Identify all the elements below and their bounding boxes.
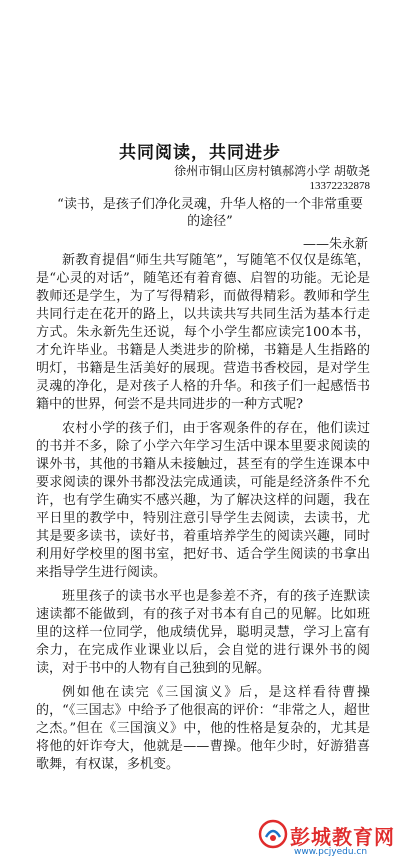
paragraph: 农村小学的孩子们，由于客观条件的存在，他们读过的书并不多，除了小学六年学习生活中课本里要求阅读的课外书，其他的书籍从未接触过，甚至有的学生连课本中要求阅读的课外书都没法完成通读，可能是经济条件不允许，也有学生确实不感兴趣，为了解决这样的问题，我在平日里的教学中，特别注意引导学生去阅读，去读书，尤其是要多读书，读好书，着重培养学生的阅读兴趣，同时利用好学校里的图书室，把好书、适合学生阅读的书拿出来指导学生进行阅读。	[36, 421, 370, 580]
pengcheng-logo-icon	[258, 819, 288, 849]
epigraph-quote: “读书，是孩子们净化灵魂，升华人格的一个非常重要的途径”	[57, 197, 363, 229]
author-byline: 徐州市铜山区房村镇郝湾小学 胡敬尧	[174, 164, 370, 178]
site-watermark[interactable]	[258, 819, 398, 861]
article-body	[36, 252, 370, 780]
article-title: 共同阅读，共同进步	[119, 143, 281, 163]
author-phone: 13372232878	[309, 180, 370, 192]
watermark-url: www.pcjyedu.cn	[294, 847, 368, 857]
paragraph: 班里孩子的读书水平也是参差不齐，有的孩子连默读速读都不能做到，有的孩子对书本有自己的见解。比如班里的这样一位同学，他成绩优异，聪明灵慧，学习上富有余力，在完成作业课业以后，会自觉的进行课外书的阅读，对于书中的人物有自己独到的见解。	[36, 589, 370, 676]
watermark-site-name: 彭城教育网	[290, 825, 395, 849]
epigraph-author: ——朱永新	[302, 237, 368, 252]
paragraph: 例如他在读完《三国演义》后，是这样看待曹操的，“《三国志》中给予了他很高的评价：“非常之人，超世之杰。”但在《三国演义》中，他的性格是复杂的，尤其是将他的奸诈夸大，他就是——曹操。他年少时，好游猎喜歌舞，有权谋，多机变。	[36, 685, 370, 772]
paragraph: 新教育提倡“师生共写随笔”，写随笔不仅仅是练笔，是“心灵的对话”，随笔还有着育德、启智的功能。无论是教师还是学生，为了写得精彩，而做得精彩。教师和学生共同行走在花开的路上，以共读共写共同生活为基本行走方式。朱永新先生还说，每个小学生都应读完100本书，才允许毕业。书籍是人类进步的阶梯，书籍是人生指路的明灯，书籍是生活美好的展现。营造书香校园，是对学生灵魂的净化，是对孩子人格的升华。和孩子们一起感悟书籍中的世界，何尝不是共同进步的一种方式呢?	[36, 253, 370, 412]
